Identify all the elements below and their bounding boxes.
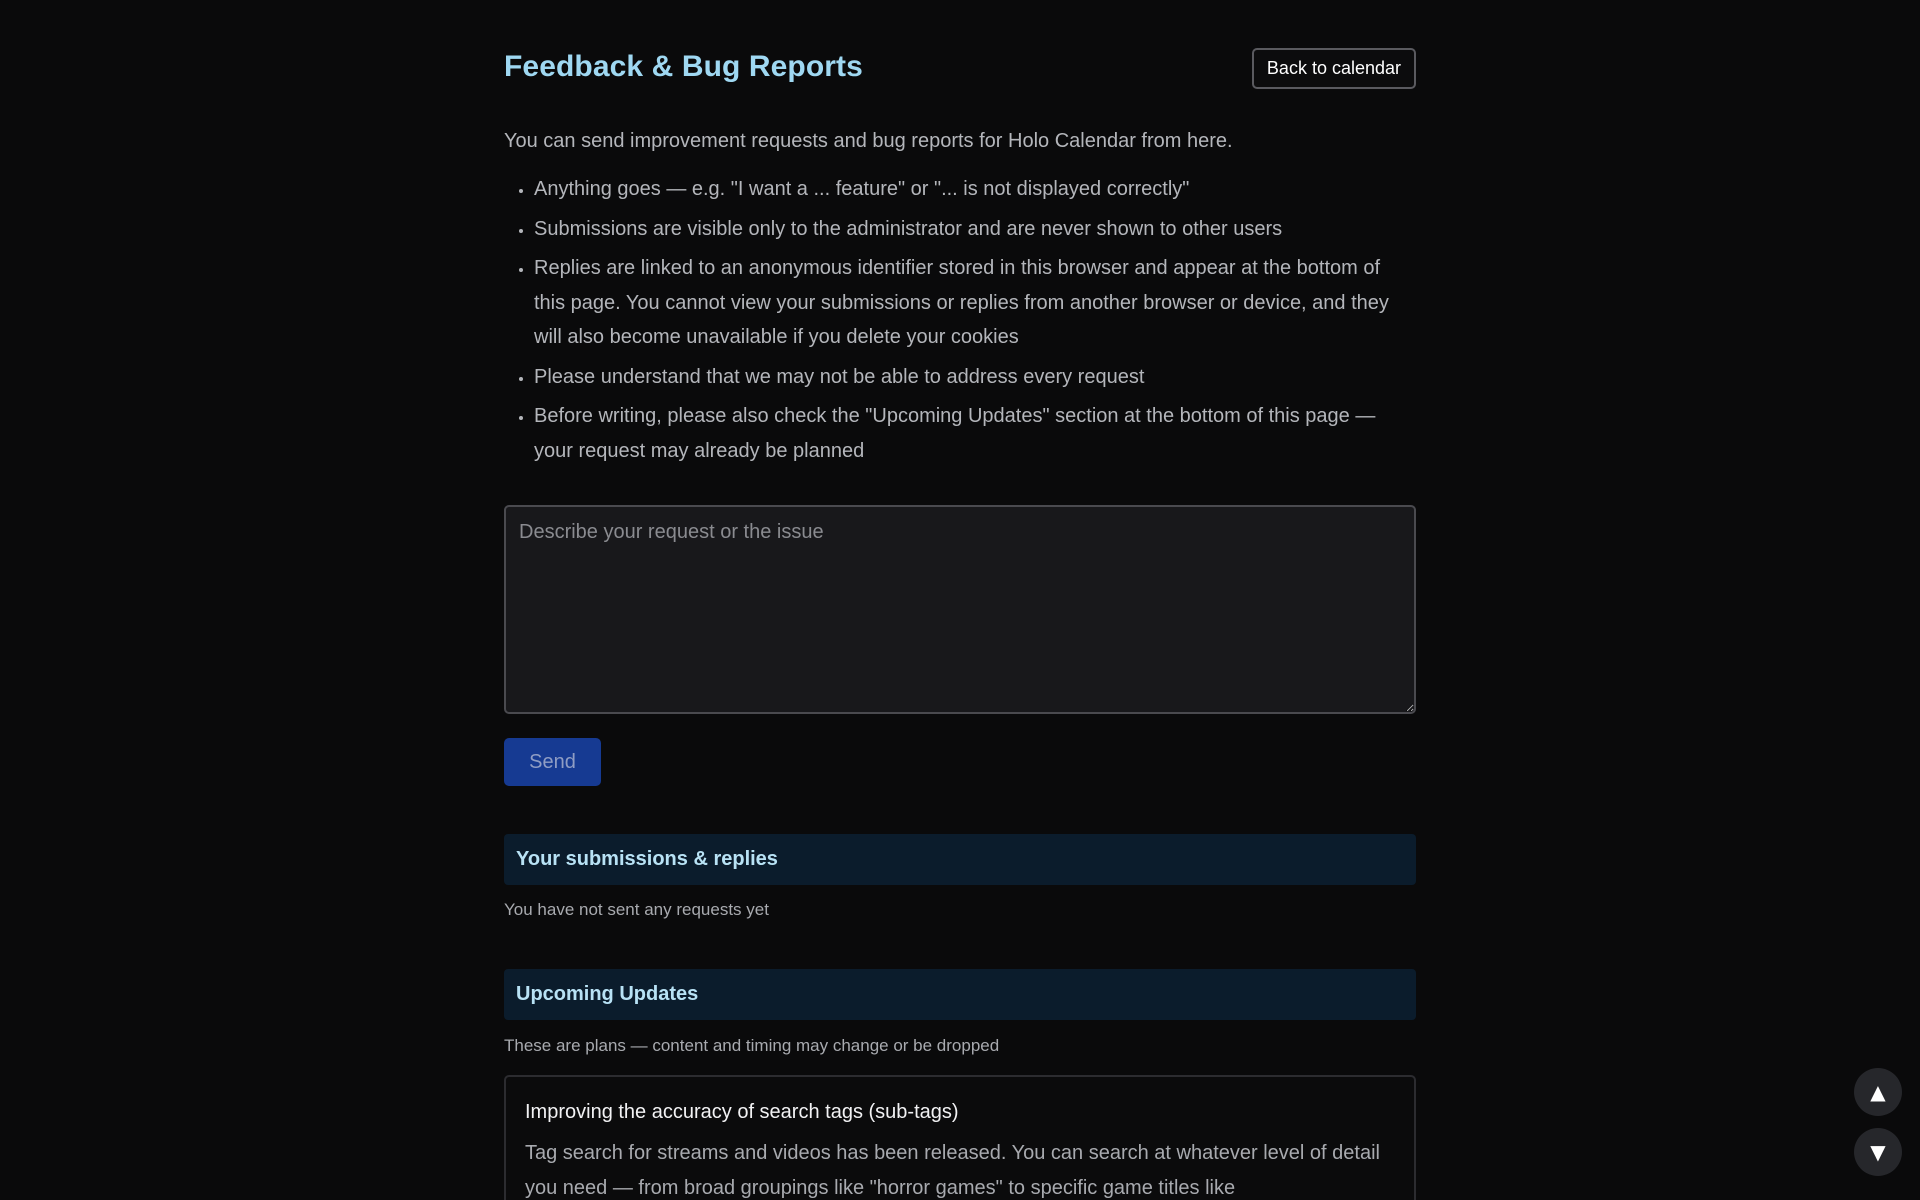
page-title: Feedback & Bug Reports xyxy=(504,50,863,83)
update-card xyxy=(504,1075,1416,1200)
intro-text: You can send improvement requests and bug reports for Holo Calendar from here. xyxy=(504,130,1233,152)
page-header xyxy=(504,0,1416,140)
guideline-item: • Before writing, please also check the "Upcoming Updates" section at the bottom of this page — your request may already be planned xyxy=(534,399,1416,468)
guideline-item: • Replies are linked to an anonymous identifier stored in this browser and appear at the bottom of this page. You cannot view your submissions or replies from another browser or device, and they will also become unavailable if you delete your cookies xyxy=(534,251,1416,355)
guideline-item: • Please understand that we may not be able to address every request xyxy=(534,360,1416,395)
guidelines-list xyxy=(504,172,1416,473)
main-content xyxy=(504,0,1416,1199)
guideline-item: • Anything goes — e.g. "I want a ... feature" or "... is not displayed correctly" xyxy=(534,172,1416,207)
upcoming-updates-header: Upcoming Updates xyxy=(504,969,1416,1020)
update-title: Improving the accuracy of search tags (sub-tags) xyxy=(525,1101,959,1123)
update-description: Tag search for streams and videos has been released. You can search at whatever level of detail you need — from broad groupings like "horror games" to specific game titles like xyxy=(525,1142,1380,1199)
scroll-to-top-button[interactable] xyxy=(1854,1068,1902,1116)
send-button[interactable]: Send xyxy=(504,738,601,786)
feedback-textarea[interactable] xyxy=(504,505,1416,714)
arrow-down-icon: ▼ xyxy=(1870,1140,1886,1164)
guideline-item: • Submissions are visible only to the administrator and are never shown to other users xyxy=(534,212,1416,247)
submissions-section-header: Your submissions & replies xyxy=(504,834,1416,885)
back-to-calendar-button[interactable]: Back to calendar xyxy=(1252,48,1416,89)
submissions-empty-text: You have not sent any requests yet xyxy=(504,900,769,919)
arrow-up-icon: ▲ xyxy=(1870,1080,1886,1104)
upcoming-updates-note: These are plans — content and timing may change or be dropped xyxy=(504,1036,1000,1055)
scroll-to-bottom-button[interactable] xyxy=(1854,1128,1902,1176)
